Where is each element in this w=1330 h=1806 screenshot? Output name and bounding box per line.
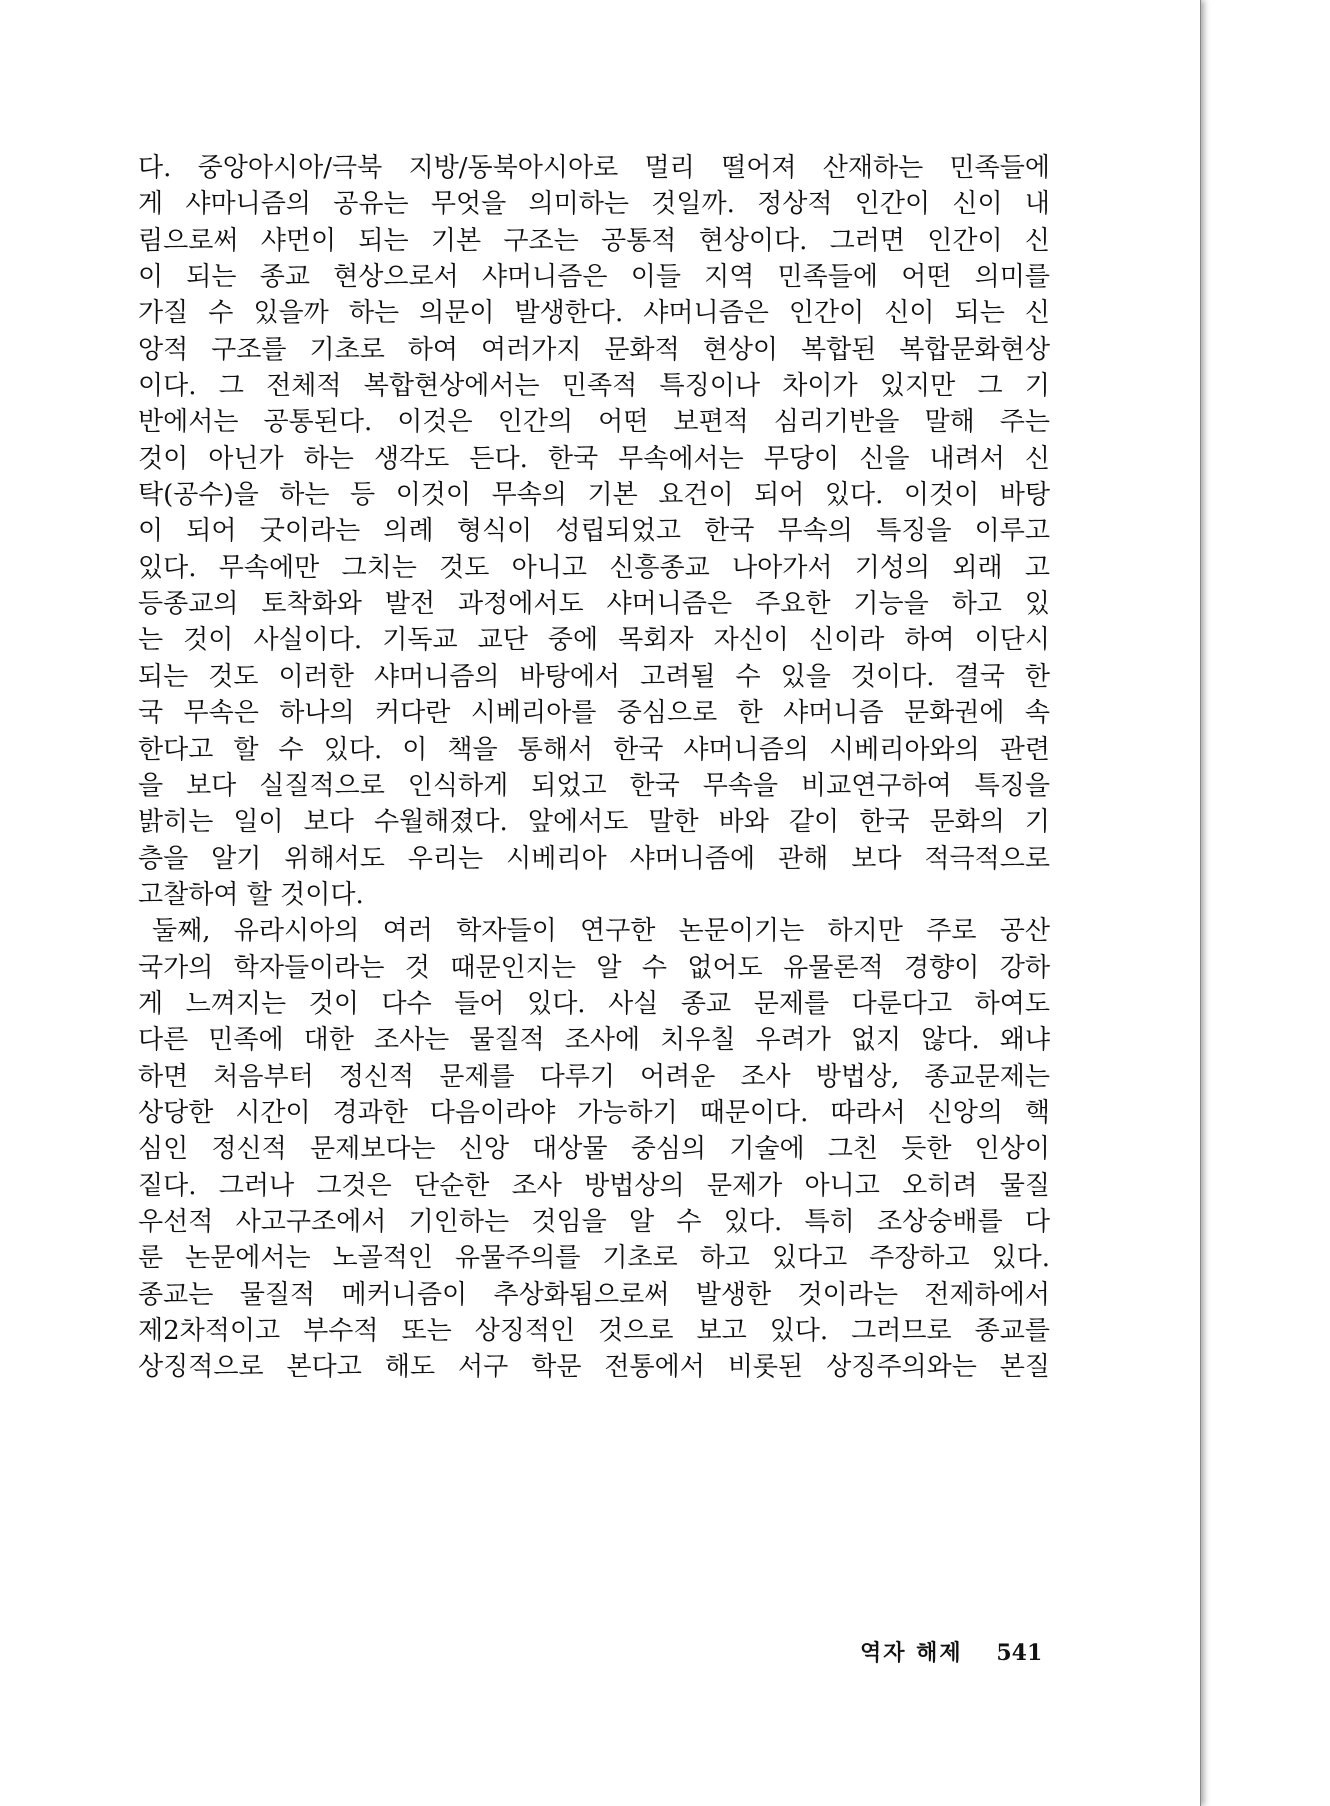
text-line: 반에서는 공통된다. 이것은 인간의 어떤 보편적 심리기반을 말해 주는 <box>138 407 1050 438</box>
text-line: 을 보다 실질적으로 인식하게 되었고 한국 무속을 비교연구하여 특징을 <box>138 770 1050 801</box>
text-line: 게 느껴지는 것이 다수 들어 있다. 사실 종교 문제를 다룬다고 하여도 <box>138 988 1050 1019</box>
text-line: 국 무속은 하나의 커다란 시베리아를 중심으로 한 샤머니즘 문화권에 속 <box>138 698 1050 729</box>
text-line: 이 되는 종교 현상으로서 샤머니즘은 이들 지역 민족들에 어떤 의미를 <box>138 262 1050 293</box>
text-line: 탁(공수)을 하는 등 이것이 무속의 기본 요건이 되어 있다. 이것이 바탕 <box>138 480 1050 511</box>
text-line: 제2차적이고 부수적 또는 상징적인 것으로 보고 있다. 그러므로 종교를 <box>138 1316 1050 1346</box>
text-line: 이 되어 굿이라는 의례 형식이 성립되었고 한국 무속의 특징을 이루고 <box>138 516 1050 547</box>
text-line: 고찰하여 할 것이다. <box>138 879 364 910</box>
text-line: 게 샤마니즘의 공유는 무엇을 의미하는 것일까. 정상적 인간이 신이 내 <box>138 189 1050 220</box>
text-line: 는 것이 사실이다. 기독교 교단 중에 목회자 자신이 신이라 하여 이단시 <box>138 625 1050 656</box>
text-line: 앙적 구조를 기초로 하여 여러가지 문화적 현상이 복합된 복합문화현상 <box>138 334 1050 365</box>
text-line: 다른 민족에 대한 조사는 물질적 조사에 치우칠 우려가 없지 않다. 왜냐 <box>138 1025 1050 1056</box>
text-line: 있다. 무속에만 그치는 것도 아니고 신흥종교 나아가서 기성의 외래 고 <box>138 552 1050 583</box>
text-line: 짙다. 그러나 그것은 단순한 조사 방법상의 문제가 아니고 오히려 물질 <box>138 1170 1050 1201</box>
text-line: 하면 처음부터 정신적 문제를 다루기 어려운 조사 방법상, 종교문제는 <box>138 1061 1050 1092</box>
running-footer-title: 역자 해제 <box>860 1640 963 1666</box>
text-line: 종교는 물질적 메커니즘이 추상화됨으로써 발생한 것이라는 전제하에서 <box>138 1279 1050 1310</box>
page-number: 541 <box>996 1640 1043 1666</box>
text-line: 가질 수 있을까 하는 의문이 발생한다. 샤머니즘은 인간이 신이 되는 신 <box>138 298 1050 329</box>
text-line: 국가의 학자들이라는 것 때문인지는 알 수 없어도 유물론적 경향이 강하 <box>138 952 1050 983</box>
text-line: 되는 것도 이러한 샤머니즘의 바탕에서 고려될 수 있을 것이다. 결국 한 <box>138 661 1050 692</box>
text-line: 둘째, 유라시아의 여러 학자들이 연구한 논문이기는 하지만 주로 공산 <box>152 916 1050 947</box>
text-line: 룬 논문에서는 노골적인 유물주의를 기초로 하고 있다고 주장하고 있다. <box>138 1243 1050 1274</box>
text-line: 이다. 그 전체적 복합현상에서는 민족적 특징이나 차이가 있지만 그 기 <box>138 371 1050 402</box>
text-line: 등종교의 토착화와 발전 과정에서도 샤머니즘은 주요한 기능을 하고 있 <box>138 589 1050 620</box>
text-line: 우선적 사고구조에서 기인하는 것임을 알 수 있다. 특히 조상숭배를 다 <box>138 1206 1050 1237</box>
text-line: 층을 알기 위해서도 우리는 시베리아 샤머니즘에 관해 보다 적극적으로 <box>138 843 1050 874</box>
text-line: 것이 아닌가 하는 생각도 든다. 한국 무속에서는 무당이 신을 내려서 신 <box>138 443 1050 474</box>
body-text <box>138 150 1050 1386</box>
text-line: 상징적으로 본다고 해도 서구 학문 전통에서 비롯된 상징주의와는 본질 <box>138 1352 1050 1383</box>
text-line: 심인 정신적 문제보다는 신앙 대상물 중심의 기술에 그친 듯한 인상이 <box>138 1134 1050 1165</box>
text-line: 한다고 할 수 있다. 이 책을 통해서 한국 샤머니즘의 시베리아와의 관련 <box>138 734 1050 765</box>
text-line: 림으로써 샤먼이 되는 기본 구조는 공통적 현상이다. 그러면 인간이 신 <box>138 225 1050 256</box>
text-line: 밝히는 일이 보다 수월해졌다. 앞에서도 말한 바와 같이 한국 문화의 기 <box>138 807 1050 838</box>
page-footer <box>860 1636 1060 1667</box>
text-line: 다. 중앙아시아/극북 지방/동북아시아로 멀리 떨어져 산재하는 민족들에 <box>138 153 1050 183</box>
text-line: 상당한 시간이 경과한 다음이라야 가능하기 때문이다. 따라서 신앙의 핵 <box>138 1097 1050 1128</box>
